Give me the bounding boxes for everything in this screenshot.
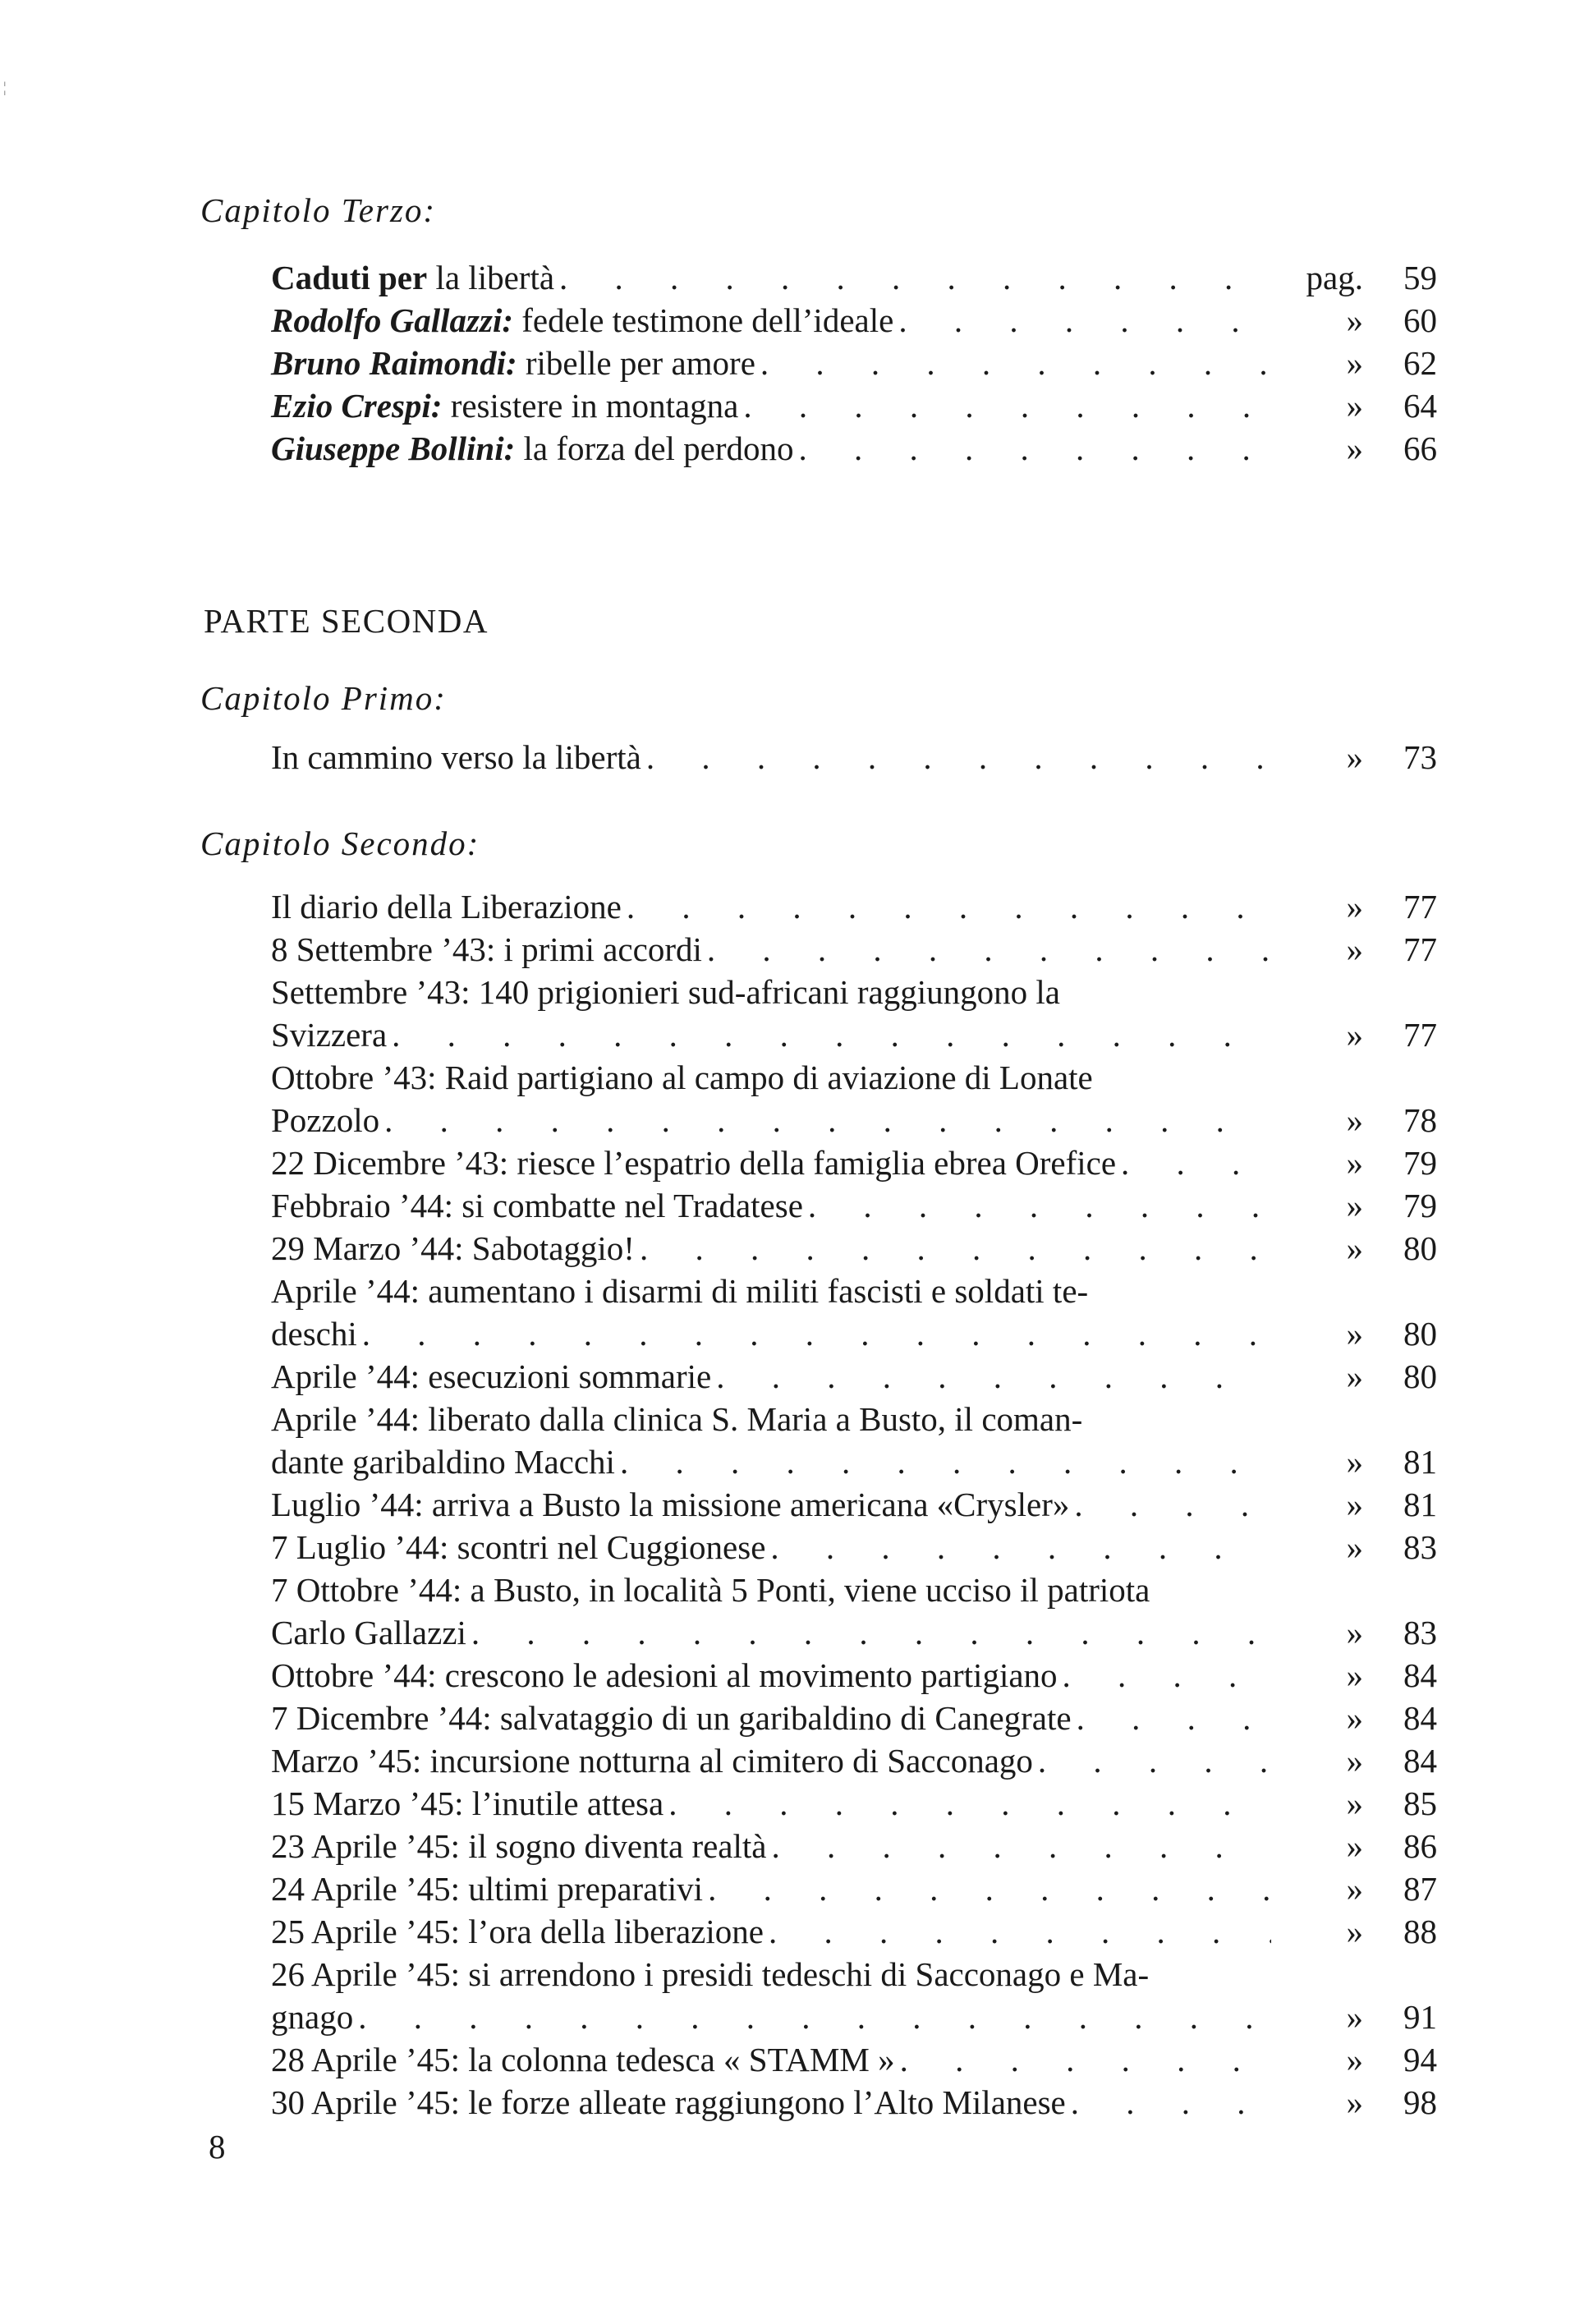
toc-entry-title: 24 Aprile ’45: ultimi preparativi xyxy=(271,1870,704,1908)
chapter-heading-secondo: Capitolo Secondo: xyxy=(200,824,480,862)
page-marker: » xyxy=(1346,1101,1363,1139)
toc-list-primo xyxy=(271,736,1437,778)
page-number: 87 xyxy=(1403,1870,1437,1908)
toc-entry-title: 7 Luglio ’44: scontri nel Cuggionese xyxy=(271,1528,766,1566)
page-number: 66 xyxy=(1403,429,1437,467)
toc-entry xyxy=(271,342,1437,384)
page-marker: » xyxy=(1346,1742,1363,1780)
dot-leader xyxy=(353,1996,1271,2038)
chapter-heading-terzo: Capitolo Terzo: xyxy=(200,191,437,229)
dot-leader xyxy=(895,2038,1271,2081)
toc-entry-title: Febbraio ’44: si combatte nel Tradatese xyxy=(271,1187,803,1224)
dot-leader xyxy=(379,1099,1271,1141)
page-number: 80 xyxy=(1403,1315,1437,1353)
page-number: 81 xyxy=(1403,1486,1437,1523)
page-marker: » xyxy=(1346,1528,1363,1566)
page-number: 83 xyxy=(1403,1528,1437,1566)
toc-entry-title xyxy=(271,299,893,342)
page-marker: » xyxy=(1346,888,1363,925)
toc-entry xyxy=(271,1270,1437,1355)
page-marker: » xyxy=(1346,1357,1363,1395)
toc-entry xyxy=(271,256,1437,299)
page-number: 73 xyxy=(1403,738,1437,776)
page-marker: » xyxy=(1346,1486,1363,1523)
toc-entry xyxy=(271,1568,1437,1654)
page-number: 80 xyxy=(1403,1229,1437,1267)
toc-entry-title: dante garibaldino Macchi xyxy=(271,1443,615,1481)
page-marker: » xyxy=(1346,1229,1363,1267)
dot-leader xyxy=(764,1910,1271,1953)
toc-entry-title: 29 Marzo ’44: Sabotaggio! xyxy=(271,1229,635,1267)
toc-entry xyxy=(271,1227,1437,1270)
toc-entry-title-line1: Aprile ’44: aumentano i disarmi di militi fascisti e soldati te- xyxy=(271,1272,1089,1310)
toc-entry-title: Aprile ’44: esecuzioni sommarie xyxy=(271,1357,712,1395)
page-number: 81 xyxy=(1403,1443,1437,1481)
toc-entry-rest: fedele testimone dell’ideale xyxy=(513,301,894,339)
page-number: 79 xyxy=(1403,1144,1437,1182)
page-number: 91 xyxy=(1403,1998,1437,2036)
page-marker: » xyxy=(1346,930,1363,968)
toc-entry xyxy=(271,971,1437,1056)
toc-entry-title: Carlo Gallazzi xyxy=(271,1614,466,1651)
toc-entry xyxy=(271,427,1437,470)
toc-entry xyxy=(271,1355,1437,1398)
dot-leader xyxy=(1069,1483,1271,1526)
dot-leader xyxy=(615,1440,1271,1483)
page-number: 60 xyxy=(1403,301,1437,339)
page-number: 86 xyxy=(1403,1827,1437,1865)
page-marker: » xyxy=(1346,2041,1363,2078)
dot-leader xyxy=(702,928,1271,971)
toc-entry-title: In cammino verso la libertà xyxy=(271,738,641,776)
toc-entry-title: 30 Aprile ’45: le forze alleate raggiungono l’Alto Milanese xyxy=(271,2083,1066,2121)
dot-leader xyxy=(1116,1141,1271,1184)
toc-entry-title-line1: Ottobre ’43: Raid partigiano al campo di aviazione di Lonate xyxy=(271,1059,1093,1096)
toc-entry-title xyxy=(271,427,794,470)
toc-entry-lead: Ezio Crespi: xyxy=(271,387,443,425)
toc-entry xyxy=(271,1782,1437,1825)
page-marker: » xyxy=(1346,429,1363,467)
toc-entry-title-line1: 26 Aprile ’45: si arrendono i presidi tedeschi di Sacconago e Ma- xyxy=(271,1955,1150,1993)
toc-entry xyxy=(271,1739,1437,1782)
page-marker: » xyxy=(1346,1614,1363,1651)
toc-entry-title xyxy=(271,342,755,384)
page-number: 88 xyxy=(1403,1913,1437,1950)
toc-entry xyxy=(271,1141,1437,1184)
toc-entry-rest: ribelle per amore xyxy=(517,344,755,382)
dot-leader xyxy=(738,384,1271,427)
toc-entry xyxy=(271,1184,1437,1227)
toc-entry xyxy=(271,1398,1437,1483)
dot-leader xyxy=(664,1782,1271,1825)
chapter-heading-primo: Capitolo Primo: xyxy=(200,679,447,717)
toc-entry xyxy=(271,1697,1437,1739)
toc-entry-rest: la libertà xyxy=(427,259,555,296)
toc-entry-title: Svizzera xyxy=(271,1016,388,1054)
page-number: 94 xyxy=(1403,2041,1437,2078)
dot-leader xyxy=(893,299,1271,342)
toc-entry-rest: la forza del perdono xyxy=(515,429,794,467)
page-marker: pag. xyxy=(1306,259,1363,296)
dot-leader xyxy=(803,1184,1271,1227)
toc-entry-title: deschi xyxy=(271,1315,357,1353)
dot-leader xyxy=(641,736,1271,778)
page-marker: » xyxy=(1346,1016,1363,1054)
page-marker: » xyxy=(1346,1187,1363,1224)
page-marker: » xyxy=(1346,1144,1363,1182)
toc-entry-title: Pozzolo xyxy=(271,1101,380,1139)
toc-entry-title: Il diario della Liberazione xyxy=(271,888,622,925)
toc-list-secondo xyxy=(271,885,1437,2124)
toc-entry xyxy=(271,1910,1437,1953)
page-marker: » xyxy=(1346,1315,1363,1353)
page-marker: » xyxy=(1346,1870,1363,1908)
dot-leader xyxy=(1066,2081,1271,2124)
page-number: 85 xyxy=(1403,1784,1437,1822)
toc-entry-title: 23 Aprile ’45: il sogno diventa realtà xyxy=(271,1827,767,1865)
page-marker: » xyxy=(1346,387,1363,425)
toc-entry-lead: Giuseppe Bollini: xyxy=(271,429,516,467)
page-marker: » xyxy=(1346,1443,1363,1481)
margin-mark: ¦ xyxy=(3,79,7,95)
page-number: 64 xyxy=(1403,387,1437,425)
toc-entry-title-line1: Settembre ’43: 140 prigionieri sud-africani raggiungono la xyxy=(271,973,1060,1011)
dot-leader xyxy=(1033,1739,1271,1782)
page-number: 98 xyxy=(1403,2083,1437,2121)
toc-entry xyxy=(271,2038,1437,2081)
page-number: 79 xyxy=(1403,1187,1437,1224)
toc-entry xyxy=(271,1953,1437,2038)
toc-entry xyxy=(271,885,1437,928)
toc-entry xyxy=(271,2081,1437,2124)
toc-entry xyxy=(271,1825,1437,1867)
toc-entry-title: Marzo ’45: incursione notturna al cimitero di Sacconago xyxy=(271,1742,1033,1780)
page-number: 84 xyxy=(1403,1742,1437,1780)
toc-entry-title-line1: Aprile ’44: liberato dalla clinica S. Maria a Busto, il coman- xyxy=(271,1400,1083,1438)
dot-leader xyxy=(794,427,1271,470)
page-marker: » xyxy=(1346,1998,1363,2036)
page-number: 78 xyxy=(1403,1101,1437,1139)
toc-entry-title xyxy=(271,384,738,427)
toc-entry-title-line1: 7 Ottobre ’44: a Busto, in località 5 Ponti, viene ucciso il patriota xyxy=(271,1571,1150,1609)
page-number: 77 xyxy=(1403,1016,1437,1054)
page-marker: » xyxy=(1346,2083,1363,2121)
dot-leader xyxy=(357,1312,1271,1355)
toc-entry-title: Luglio ’44: arriva a Busto la missione americana «Crysler» xyxy=(271,1486,1070,1523)
dot-leader xyxy=(703,1867,1271,1910)
footer-page-number: 8 xyxy=(209,2128,226,2166)
toc-entry-lead: Bruno Raimondi: xyxy=(271,344,517,382)
dot-leader xyxy=(387,1013,1271,1056)
toc-entry xyxy=(271,1526,1437,1568)
page-number: 84 xyxy=(1403,1656,1437,1694)
dot-leader xyxy=(755,342,1271,384)
dot-leader xyxy=(635,1227,1271,1270)
toc-entry xyxy=(271,1654,1437,1697)
dot-leader xyxy=(554,256,1271,299)
dot-leader xyxy=(466,1611,1271,1654)
toc-entry-lead: Caduti per xyxy=(271,259,428,296)
page-number: 83 xyxy=(1403,1614,1437,1651)
page-number: 59 xyxy=(1403,259,1437,296)
page-number: 62 xyxy=(1403,344,1437,382)
page-marker: » xyxy=(1346,1913,1363,1950)
toc-entry xyxy=(271,299,1437,342)
page-number: 80 xyxy=(1403,1357,1437,1395)
dot-leader xyxy=(765,1526,1271,1568)
page-number: 77 xyxy=(1403,888,1437,925)
page-number: 77 xyxy=(1403,930,1437,968)
toc-list-terzo xyxy=(271,256,1437,470)
toc-entry-title: 8 Settembre ’43: i primi accordi xyxy=(271,930,702,968)
toc-entry-title: Ottobre ’44: crescono le adesioni al movimento partigiano xyxy=(271,1656,1058,1694)
dot-leader xyxy=(1072,1697,1271,1739)
page-number: 84 xyxy=(1403,1699,1437,1737)
part-heading: PARTE SECONDA xyxy=(204,602,489,640)
dot-leader xyxy=(766,1825,1271,1867)
toc-entry xyxy=(271,384,1437,427)
dot-leader xyxy=(1058,1654,1271,1697)
toc-entry-rest: resistere in montagna xyxy=(442,387,739,425)
dot-leader xyxy=(622,885,1271,928)
dot-leader xyxy=(711,1355,1271,1398)
page-marker: » xyxy=(1346,738,1363,776)
toc-entry-title: 15 Marzo ’45: l’inutile attesa xyxy=(271,1784,664,1822)
toc-entry xyxy=(271,1867,1437,1910)
page-marker: » xyxy=(1346,344,1363,382)
toc-entry-title xyxy=(271,256,554,299)
page-marker: » xyxy=(1346,1827,1363,1865)
page-marker: » xyxy=(1346,1656,1363,1694)
toc-entry xyxy=(271,736,1437,778)
page-marker: » xyxy=(1346,1699,1363,1737)
page-marker: » xyxy=(1346,301,1363,339)
toc-entry-title: 25 Aprile ’45: l’ora della liberazione xyxy=(271,1913,764,1950)
toc-entry-title: 28 Aprile ’45: la colonna tedesca « STAMM » xyxy=(271,2041,895,2078)
toc-entry xyxy=(271,928,1437,971)
toc-entry xyxy=(271,1056,1437,1141)
toc-entry-title: gnago xyxy=(271,1998,354,2036)
page-marker: » xyxy=(1346,1784,1363,1822)
toc-entry-lead: Rodolfo Gallazzi: xyxy=(271,301,513,339)
toc-entry-title: 7 Dicembre ’44: salvataggio di un garibaldino di Canegrate xyxy=(271,1699,1072,1737)
toc-entry xyxy=(271,1483,1437,1526)
toc-entry-title: 22 Dicembre ’43: riesce l’espatrio della famiglia ebrea Orefice xyxy=(271,1144,1117,1182)
